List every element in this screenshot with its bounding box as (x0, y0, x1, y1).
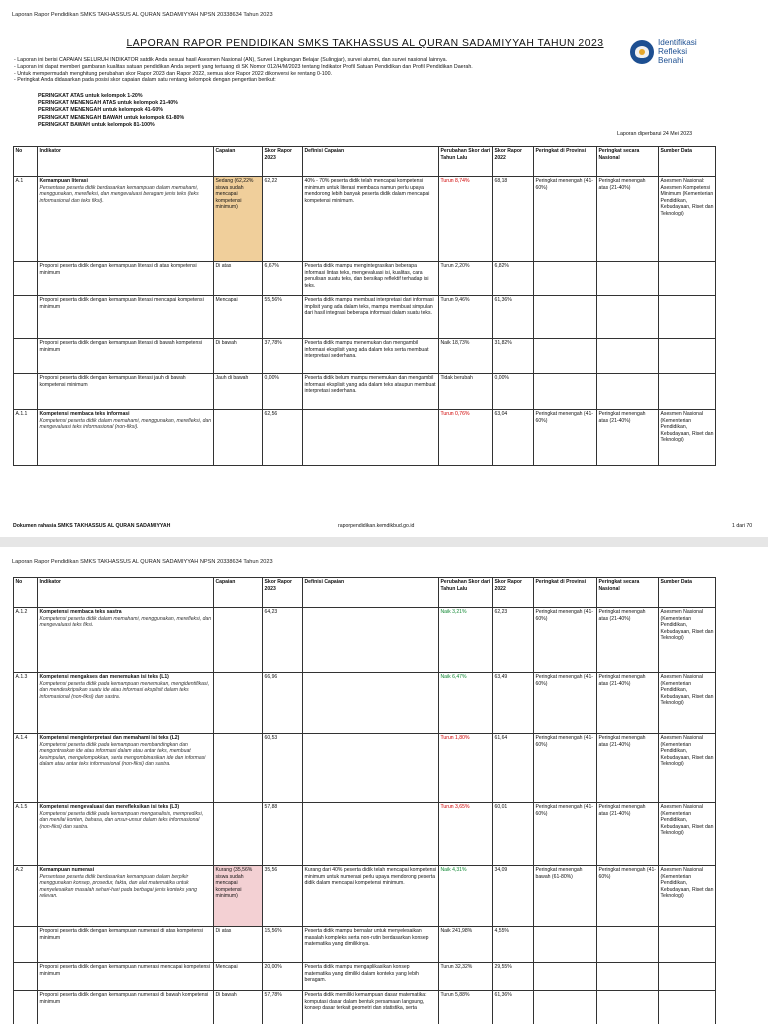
note-line: - Untuk mempermudah menghitung perubahan skor Rapor 2023 dan Rapor 2022, semua skor Rapor 2022 dikonversi ke rentang 0-100. (14, 70, 333, 77)
indicator-description: Kompetensi peserta didik dalam memahami, menggunakan, merefleksi, dan mengevaluasi teks fiksi. (39, 615, 212, 628)
table-row (14, 991, 716, 1024)
footer-page-number: 1 dari 70 (732, 523, 753, 529)
table-row (14, 339, 716, 374)
indicator-cell (38, 927, 214, 963)
col-peringkat-provinsi-header: Peringkat di Provinsi (534, 578, 597, 608)
indicator-subitem: Proporsi peserta didik dengan kemampuan literasi mencapai kompetensi minimum (39, 297, 204, 310)
peringkat-provinsi-cell (534, 339, 597, 374)
skor-2022-cell: 61,36% (493, 991, 534, 1024)
col-peringkat-nasional-header: Peringkat secara Nasional (597, 147, 659, 177)
page-separator (0, 537, 768, 547)
skor-2022-cell: 6,82% (493, 262, 534, 296)
perubahan-cell: Turun 1,80% (439, 734, 493, 803)
skor-2023-cell: 60,53 (263, 734, 303, 803)
sumber-data-cell (659, 374, 716, 410)
col-sumber-header: Sumber Data (659, 578, 716, 608)
skor-2023-cell: 20,00% (263, 963, 303, 991)
perubahan-cell: Naik 18,73% (439, 339, 493, 374)
capaian-cell: Jauh di bawah (214, 374, 263, 410)
definisi-cell: 40% - 70% peserta didik telah mencapai kompetensi minimum untuk literasi membaca namun perlu upaya mendorong lebih banyak peserta didik dalam mencapai kompetensi minimum. (303, 177, 439, 262)
skor-2022-cell: 0,00% (493, 374, 534, 410)
definisi-cell (303, 673, 439, 734)
table-row (14, 673, 716, 734)
sumber-data-cell: Asesmen Nasional (Kementerian Pendidikan, Kebudayaan, Riset dan Teknologi) (659, 608, 716, 673)
definisi-cell (303, 410, 439, 466)
peringkat-nasional-cell (597, 991, 659, 1024)
col-skor-2022-header: Skor Rapor 2022 (493, 147, 534, 177)
indicator-cell (38, 963, 214, 991)
capaian-cell: Sedang (62,22% siswa sudah mencapai kompetensi minimum) (214, 177, 263, 262)
col-peringkat-provinsi-header: Peringkat di Provinsi (534, 147, 597, 177)
table-row (14, 927, 716, 963)
table-header-row (14, 578, 716, 608)
table-row (14, 177, 716, 262)
indicator-title: Kompetensi mengevaluasi dan merefleksikan isi teks (L3) (39, 804, 180, 810)
sumber-data-cell: Asesmen Nasional (Kementerian Pendidikan, Kebudayaan, Riset dan Teknologi) (659, 803, 716, 866)
indicator-cell (38, 673, 214, 734)
indicator-subitem: Proporsi peserta didik dengan kemampuan numerasi mencapai kompetensi minimum (39, 964, 210, 977)
indicator-title: Kemampuan literasi (39, 178, 88, 184)
perubahan-cell: Turun 5,88% (439, 991, 493, 1024)
footer-confidential: Dokumen rahasia SMKS TAKHASSUS AL QURAN SADAMIYYAH (13, 523, 171, 529)
indicator-cell (38, 262, 214, 296)
ranking-category: PERINGKAT MENENGAH ATAS untuk kelompok 21-40% (38, 100, 178, 107)
skor-2022-cell: 60,01 (493, 803, 534, 866)
perubahan-cell: Naik 6,47% (439, 673, 493, 734)
sumber-data-cell: Asesmen Nasional (Kementerian Pendidikan, Kebudayaan, Riset dan Teknologi) (659, 866, 716, 927)
col-capaian-header: Capaian (214, 147, 263, 177)
indicator-cell (38, 410, 214, 466)
indicator-number: A.1.4 (14, 734, 38, 803)
perubahan-cell: Naik 4,31% (439, 866, 493, 927)
capaian-cell (214, 673, 263, 734)
perubahan-cell: Turun 0,76% (439, 410, 493, 466)
peringkat-nasional-cell (597, 262, 659, 296)
definisi-cell: Peserta didik mampu bernalar untuk menyelesaikan masalah kompleks serta non-rutin berdasarkan konsep matematika yang dimilikinya. (303, 927, 439, 963)
peringkat-nasional-cell (597, 374, 659, 410)
col-definisi-header: Definisi Capaian (303, 147, 439, 177)
definisi-cell: Peserta didik mampu mengintegrasikan beberapa informasi lintas teks, mengevaluasi isi, kualitas, cara penulisan suatu teks, dan bersikap reflektif terhadap isi teks. (303, 262, 439, 296)
col-perubahan-header: Perubahan Skor dari Tahun Lalu (439, 147, 493, 177)
peringkat-provinsi-cell: Peringkat menengah (41-60%) (534, 608, 597, 673)
definisi-cell (303, 803, 439, 866)
table-header-row (14, 147, 716, 177)
capaian-cell (214, 410, 263, 466)
definisi-cell: Peserta didik mampu mengaplikasikan konsep matematika yang dimiliki dalam konteks yang lebih beragam. (303, 963, 439, 991)
sumber-data-cell (659, 339, 716, 374)
capaian-cell: Mencapai (214, 963, 263, 991)
indicator-title: Kompetensi mengakses dan menemukan isi teks (L1) (39, 674, 169, 680)
peringkat-nasional-cell: Peringkat menengah atas (21-40%) (597, 608, 659, 673)
indicator-number (14, 339, 38, 374)
definisi-cell: Peserta didik memiliki kemampuan dasar matematika: komputasi dasar dalam bentuk persamaan langsung, konsep dasar terkait geometri dan statistika, serta (303, 991, 439, 1024)
perubahan-cell: Turun 32,32% (439, 963, 493, 991)
indicator-cell (38, 991, 214, 1024)
indicator-description: Kompetensi peserta didik pada kemampuan membandingkan dan mengontraskan ide atau informasi dalam atau antar teks, membuat kesimpulan, mengelompokkan, serta mengombinasikan ide dan informasi dalam atau antar teks informasional (non-fiksi) dan sastra. (39, 741, 206, 767)
col-indikator-header: Indikator (38, 147, 214, 177)
table-row (14, 374, 716, 410)
peringkat-provinsi-cell (534, 262, 597, 296)
peringkat-provinsi-cell: Peringkat menengah (41-60%) (534, 410, 597, 466)
indicator-cell (38, 803, 214, 866)
capaian-cell: Di bawah (214, 339, 263, 374)
peringkat-nasional-cell: Peringkat menengah atas (21-40%) (597, 803, 659, 866)
indicator-number: A.1.2 (14, 608, 38, 673)
indicator-number (14, 991, 38, 1024)
sumber-data-cell (659, 963, 716, 991)
logo-line-3: Benahi (658, 56, 684, 66)
col-no-header: No (14, 578, 38, 608)
table-row (14, 262, 716, 296)
indicator-subitem: Proporsi peserta didik dengan kemampuan numerasi di bawah kompetensi minimum (39, 992, 209, 1005)
col-perubahan-header: Perubahan Skor dari Tahun Lalu (439, 578, 493, 608)
indicator-cell (38, 866, 214, 927)
sumber-data-cell (659, 927, 716, 963)
col-indikator-header: Indikator (38, 578, 214, 608)
skor-2022-cell: 61,36% (493, 296, 534, 339)
perubahan-cell: Turun 8,74% (439, 177, 493, 262)
sumber-data-cell (659, 296, 716, 339)
capaian-cell (214, 803, 263, 866)
skor-2022-cell: 61,64 (493, 734, 534, 803)
ranking-category: PERINGKAT MENENGAH untuk kelompok 41-60% (38, 107, 163, 114)
skor-2023-cell: 62,56 (263, 410, 303, 466)
perubahan-cell: Tidak berubah (439, 374, 493, 410)
logo-line-2: Refleksi (658, 47, 688, 57)
peringkat-provinsi-cell (534, 991, 597, 1024)
skor-2022-cell: 62,23 (493, 608, 534, 673)
col-peringkat-nasional-header: Peringkat secara Nasional (597, 578, 659, 608)
perubahan-cell: Turun 9,46% (439, 296, 493, 339)
peringkat-provinsi-cell (534, 374, 597, 410)
skor-2022-cell: 29,55% (493, 963, 534, 991)
indicator-cell (38, 177, 214, 262)
table-row (14, 963, 716, 991)
peringkat-nasional-cell (597, 927, 659, 963)
indicator-description: Persentase peserta didik berdasarkan kemampuan dalam berpikir menggunakan konsep, prosedur, fakta, dan alat matematika untuk menyelesaikan masalah sehari-hari pada berbagai jenis konteks yang relevan. (39, 873, 197, 899)
indicator-description: Kompetensi peserta didik pada kemampuan menemukan, mengidentifikasi, dan mendeskripsikan suatu ide atau informasi eksplisit dalam teks informasional (non-fiksi) dan sastra. (39, 680, 210, 700)
definisi-cell (303, 608, 439, 673)
definisi-cell: Peserta didik belum mampu menemukan dan mengambil informasi eksplisit yang ada dalam teks ataupun membuat interpretasi sederhana. (303, 374, 439, 410)
indicator-cell (38, 374, 214, 410)
skor-2023-cell: 57,78% (263, 991, 303, 1024)
page-header: Laporan Rapor Pendidikan SMKS TAKHASSUS AL QURAN SADAMIYYAH NPSN 20338634 Tahun 2023 (12, 12, 273, 18)
table-row (14, 410, 716, 466)
sumber-data-cell (659, 262, 716, 296)
report-notes (14, 57, 714, 84)
indicator-number: A.1.5 (14, 803, 38, 866)
ranking-category: PERINGKAT BAWAH untuk kelompok 81-100% (38, 121, 155, 128)
skor-2023-cell: 37,78% (263, 339, 303, 374)
skor-2023-cell: 66,96 (263, 673, 303, 734)
definisi-cell: Peserta didik mampu menemukan dan mengambil informasi eksplisit yang ada dalam teks serta membuat interpretasi sederhana. (303, 339, 439, 374)
peringkat-nasional-cell: Peringkat menengah atas (21-40%) (597, 734, 659, 803)
col-sumber-header: Sumber Data (659, 147, 716, 177)
skor-2022-cell: 4,55% (493, 927, 534, 963)
sumber-data-cell: Asesmen Nasional (Kementerian Pendidikan, Kebudayaan, Riset dan Teknologi) (659, 410, 716, 466)
indicator-number: A.2 (14, 866, 38, 927)
peringkat-provinsi-cell (534, 963, 597, 991)
indicator-number (14, 262, 38, 296)
indicator-subitem: Proporsi peserta didik dengan kemampuan literasi jauh di bawah kompetensi minimum (39, 375, 186, 388)
note-line: - Laporan ini berisi CAPAIAN SELURUH INDIKATOR satdik Anda sesuai hasil Asesmen Nasional (AN), Survei Lingkungan Belajar (Sulingjar), survei alumni, dan survei nasional lainnya. (14, 57, 448, 63)
peringkat-nasional-cell: Peringkat menengah (41-60%) (597, 866, 659, 927)
skor-2023-cell: 64,23 (263, 608, 303, 673)
skor-2023-cell: 35,56 (263, 866, 303, 927)
indicator-description: Persentase peserta didik berdasarkan kemampuan dalam memahami, menggunakan, merefleksi, dan mengevaluasi beragam jenis teks (teks informasional dan teks fiksi). (39, 184, 199, 204)
col-skor-2023-header: Skor Rapor 2023 (263, 578, 303, 608)
col-capaian-header: Capaian (214, 578, 263, 608)
indicator-title: Kompetensi menginterpretasi dan memahami isi teks (L2) (39, 735, 180, 741)
perubahan-cell: Naik 241,98% (439, 927, 493, 963)
sumber-data-cell (659, 991, 716, 1024)
indicator-cell (38, 296, 214, 339)
indicator-description: Kompetensi peserta didik pada kemampuan menganalisis, memprediksi, dan menilai konten, bahasa, dan unsur-unsur dalam teks informasional (non-fiksi) dan sastra. (39, 810, 204, 830)
page-header: Laporan Rapor Pendidikan SMKS TAKHASSUS AL QURAN SADAMIYYAH NPSN 20338634 Tahun 2023 (12, 559, 273, 565)
indicator-subitem: Proporsi peserta didik dengan kemampuan literasi di bawah kompetensi minimum (39, 340, 203, 353)
report-page-2 (0, 547, 768, 1024)
perubahan-cell: Turun 3,65% (439, 803, 493, 866)
peringkat-nasional-cell: Peringkat menengah atas (21-40%) (597, 410, 659, 466)
skor-2023-cell: 62,22 (263, 177, 303, 262)
perubahan-cell: Naik 3,21% (439, 608, 493, 673)
peringkat-provinsi-cell: Peringkat menengah (41-60%) (534, 673, 597, 734)
ranking-categories (38, 93, 184, 129)
peringkat-provinsi-cell: Peringkat menengah (41-60%) (534, 734, 597, 803)
peringkat-nasional-cell (597, 296, 659, 339)
indicator-cell (38, 608, 214, 673)
col-definisi-header: Definisi Capaian (303, 578, 439, 608)
capaian-cell: Mencapai (214, 296, 263, 339)
logo-line-1: Identifikasi (658, 38, 697, 47)
definisi-cell: Peserta didik mampu membuat interpretasi dari informasi implisit yang ada dalam teks, mampu membuat simpulan dari hasil integrasi beberapa informasi dalam suatu teks. (303, 296, 439, 339)
table-row (14, 296, 716, 339)
skor-2022-cell: 63,04 (493, 410, 534, 466)
skor-2022-cell: 63,49 (493, 673, 534, 734)
col-no-header: No (14, 147, 38, 177)
peringkat-nasional-cell (597, 339, 659, 374)
peringkat-provinsi-cell (534, 927, 597, 963)
footer-link[interactable]: raporpendidikan.kemdikbud.go.id (338, 523, 415, 529)
table-row (14, 734, 716, 803)
indicator-number: A.1.3 (14, 673, 38, 734)
col-skor-2022-header: Skor Rapor 2022 (493, 578, 534, 608)
capaian-cell: Di atas (214, 927, 263, 963)
sumber-data-cell: Asesmen Nasional (Kementerian Pendidikan, Kebudayaan, Riset dan Teknologi) (659, 734, 716, 803)
ranking-category: PERINGKAT ATAS untuk kelompok 1-20% (38, 93, 143, 99)
skor-2022-cell: 31,82% (493, 339, 534, 374)
indicator-cell (38, 339, 214, 374)
table-row (14, 803, 716, 866)
peringkat-nasional-cell (597, 963, 659, 991)
indicator-number (14, 963, 38, 991)
table-row (14, 866, 716, 927)
indicator-table-page-2 (13, 577, 716, 1024)
indicator-number (14, 374, 38, 410)
skor-2023-cell: 6,67% (263, 262, 303, 296)
peringkat-nasional-cell: Peringkat menengah atas (21-40%) (597, 177, 659, 262)
skor-2023-cell: 57,88 (263, 803, 303, 866)
indicator-title: Kompetensi membaca teks sastra (39, 609, 122, 615)
skor-2022-cell: 34,09 (493, 866, 534, 927)
table-row (14, 608, 716, 673)
sumber-data-cell: Asesmen Nasional: Asesmen Kompetensi Minimum (Kementerian Pendidikan, Kebudayaan, Riset dan Teknologi) (659, 177, 716, 262)
capaian-cell (214, 608, 263, 673)
peringkat-provinsi-cell: Peringkat menengah (41-60%) (534, 803, 597, 866)
indicator-title: Kompetensi membaca teks informasi (39, 411, 130, 417)
perubahan-cell: Turun 2,20% (439, 262, 493, 296)
peringkat-provinsi-cell: Peringkat menengah (41-60%) (534, 177, 597, 262)
capaian-cell (214, 734, 263, 803)
note-line: - Laporan ini dapat memberi gambaran kualitas satuan pendidikan Anda seperti yang tertuang di SK Nomor 012/H/M/2023 tentang Indikator Profil Satuan Pendidikan dan Profil Pendidikan Daerah. (14, 63, 473, 70)
skor-2023-cell: 0,00% (263, 374, 303, 410)
indicator-number (14, 927, 38, 963)
indicator-cell (38, 734, 214, 803)
indicator-title: Kemampuan numerasi (39, 867, 95, 873)
indicator-subitem: Proporsi peserta didik dengan kemampuan literasi di atas kompetensi minimum (39, 263, 197, 276)
skor-2022-cell: 68,18 (493, 177, 534, 262)
report-title: LAPORAN RAPOR PENDIDIKAN SMKS TAKHASSUS AL QURAN SADAMIYYAH TAHUN 2023 (126, 38, 604, 49)
definisi-cell: Kurang dari 40% peserta didik telah mencapai kompetensi minimum untuk numerasi perlu upaya mendorong peserta didik dalam mencapai kompetensi minimum. (303, 866, 439, 927)
capaian-cell: Di bawah (214, 991, 263, 1024)
indicator-table-page-1 (13, 146, 716, 466)
peringkat-provinsi-cell: Peringkat menengah bawah (61-80%) (534, 866, 597, 927)
indicator-subitem: Proporsi peserta didik dengan kemampuan numerasi di atas kompetensi minimum (39, 928, 203, 941)
sumber-data-cell: Asesmen Nasional (Kementerian Pendidikan, Kebudayaan, Riset dan Teknologi) (659, 673, 716, 734)
indicator-number: A.1 (14, 177, 38, 262)
indicator-number (14, 296, 38, 339)
ranking-category: PERINGKAT MENENGAH BAWAH untuk kelompok 61-80% (38, 114, 185, 121)
peringkat-provinsi-cell (534, 296, 597, 339)
col-skor-2023-header: Skor Rapor 2023 (263, 147, 303, 177)
skor-2023-cell: 55,56% (263, 296, 303, 339)
definisi-cell (303, 734, 439, 803)
skor-2023-cell: 15,56% (263, 927, 303, 963)
updated-date: Laporan diperbarui 24 Mei 2023 (617, 131, 693, 137)
capaian-cell: Kurang (35,56% siswa sudah mencapai kompetensi minimum) (214, 866, 263, 927)
note-line: - Peringkat Anda didasarkan pada posisi skor capaian dalam satu rentang kelompok dengan pengertian berikut: (14, 77, 276, 84)
peringkat-nasional-cell: Peringkat menengah atas (21-40%) (597, 673, 659, 734)
indicator-number: A.1.1 (14, 410, 38, 466)
capaian-cell: Di atas (214, 262, 263, 296)
indicator-description: Kompetensi peserta didik dalam memahami, menggunakan, merefleksi, dan mengevaluasi teks informasional (non-fiksi). (39, 417, 212, 430)
